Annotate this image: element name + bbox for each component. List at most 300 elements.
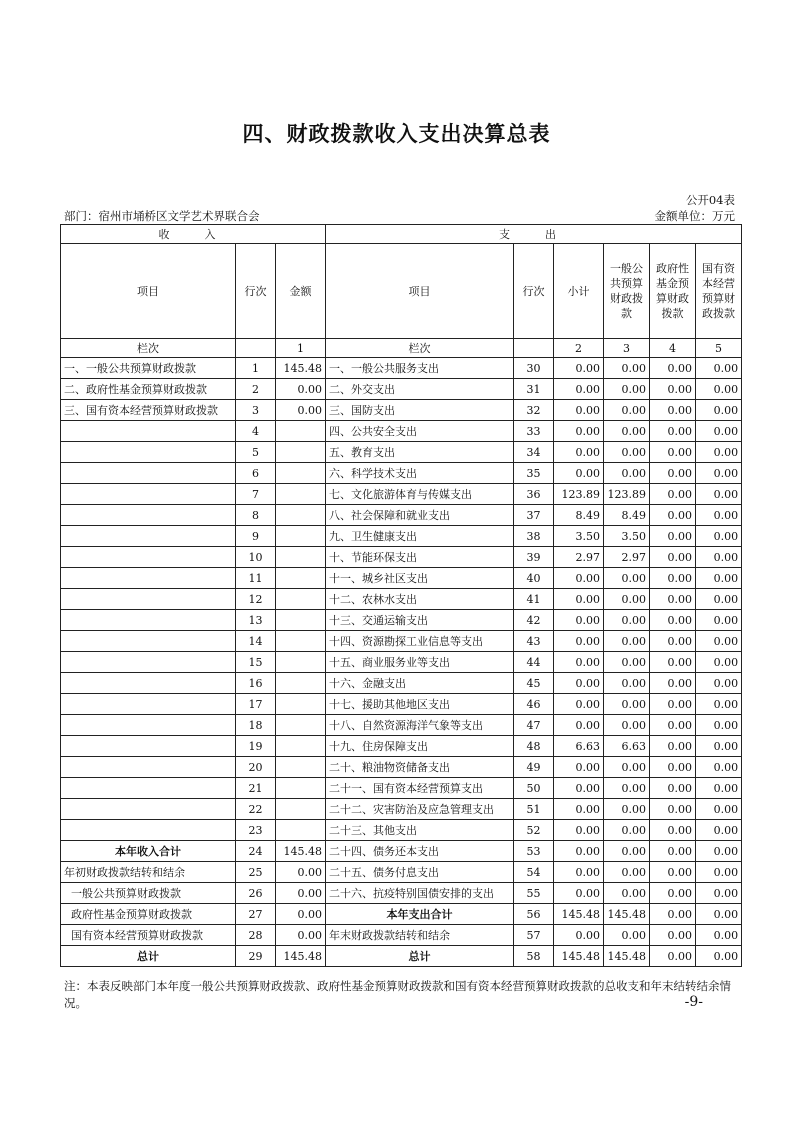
subtotal-cell: 0.00 bbox=[554, 610, 604, 631]
general-budget-cell: 0.00 bbox=[604, 841, 650, 862]
gov-fund-cell: 0.00 bbox=[650, 463, 696, 484]
income-row-cell: 14 bbox=[236, 631, 276, 652]
general-budget-cell: 0.00 bbox=[604, 757, 650, 778]
general-budget-cell: 0.00 bbox=[604, 631, 650, 652]
income-row-cell: 19 bbox=[236, 736, 276, 757]
general-budget-cell: 0.00 bbox=[604, 589, 650, 610]
subtotal-cell: 0.00 bbox=[554, 421, 604, 442]
expense-item-cell: 二、外交支出 bbox=[326, 379, 514, 400]
gov-fund-cell: 0.00 bbox=[650, 925, 696, 946]
gov-fund-cell: 0.00 bbox=[650, 358, 696, 379]
income-item-cell bbox=[61, 757, 236, 778]
state-capital-cell: 0.00 bbox=[696, 799, 742, 820]
expense-row-cell: 51 bbox=[514, 799, 554, 820]
gov-fund-cell: 0.00 bbox=[650, 526, 696, 547]
income-amount-cell bbox=[276, 736, 326, 757]
income-row-cell: 2 bbox=[236, 379, 276, 400]
income-amount-cell bbox=[276, 820, 326, 841]
expense-section-header: 支 出 bbox=[326, 225, 742, 244]
gov-fund-cell: 0.00 bbox=[650, 631, 696, 652]
income-row-cell: 6 bbox=[236, 463, 276, 484]
state-capital-cell: 0.00 bbox=[696, 841, 742, 862]
state-capital-cell: 0.00 bbox=[696, 610, 742, 631]
gov-fund-cell: 0.00 bbox=[650, 421, 696, 442]
income-row-cell: 26 bbox=[236, 883, 276, 904]
income-row-cell: 5 bbox=[236, 442, 276, 463]
state-capital-cell: 0.00 bbox=[696, 736, 742, 757]
expense-row-cell: 42 bbox=[514, 610, 554, 631]
income-item-cell bbox=[61, 547, 236, 568]
state-capital-cell: 0.00 bbox=[696, 820, 742, 841]
expense-row-cell: 54 bbox=[514, 862, 554, 883]
expense-row-cell: 56 bbox=[514, 904, 554, 925]
income-item-cell bbox=[61, 526, 236, 547]
table-row bbox=[61, 862, 742, 883]
gov-fund-cell: 0.00 bbox=[650, 484, 696, 505]
state-capital-cell: 0.00 bbox=[696, 589, 742, 610]
expense-item-cell: 总计 bbox=[326, 946, 514, 967]
income-amount-cell bbox=[276, 778, 326, 799]
income-row-cell: 29 bbox=[236, 946, 276, 967]
header-expense-item: 项目 bbox=[326, 244, 514, 339]
expense-item-cell: 九、卫生健康支出 bbox=[326, 526, 514, 547]
table-row bbox=[61, 694, 742, 715]
header-state-capital: 国有资本经营预算财政拨款 bbox=[696, 244, 742, 339]
subtotal-cell: 0.00 bbox=[554, 883, 604, 904]
table-row bbox=[61, 547, 742, 568]
table-row bbox=[61, 526, 742, 547]
subtotal-cell: 6.63 bbox=[554, 736, 604, 757]
expense-item-cell: 二十、粮油物资储备支出 bbox=[326, 757, 514, 778]
general-budget-cell: 0.00 bbox=[604, 400, 650, 421]
general-budget-cell: 0.00 bbox=[604, 799, 650, 820]
gov-fund-cell: 0.00 bbox=[650, 694, 696, 715]
expense-row-cell: 41 bbox=[514, 589, 554, 610]
income-item-cell bbox=[61, 778, 236, 799]
unit-label: 金额单位：万元 bbox=[654, 209, 735, 223]
expense-row-cell: 57 bbox=[514, 925, 554, 946]
subtotal-cell: 145.48 bbox=[554, 904, 604, 925]
income-item-cell: 二、政府性基金预算财政拨款 bbox=[61, 379, 236, 400]
expense-item-cell: 本年支出合计 bbox=[326, 904, 514, 925]
subtotal-cell: 123.89 bbox=[554, 484, 604, 505]
table-row bbox=[61, 463, 742, 484]
income-item-cell bbox=[61, 421, 236, 442]
subtotal-cell: 0.00 bbox=[554, 778, 604, 799]
expense-row-cell: 48 bbox=[514, 736, 554, 757]
table-row bbox=[61, 358, 742, 379]
gov-fund-cell: 0.00 bbox=[650, 505, 696, 526]
expense-row-cell: 50 bbox=[514, 778, 554, 799]
table-row bbox=[61, 715, 742, 736]
subtotal-cell: 0.00 bbox=[554, 463, 604, 484]
general-budget-cell: 0.00 bbox=[604, 925, 650, 946]
expense-row-cell: 49 bbox=[514, 757, 554, 778]
general-budget-cell: 0.00 bbox=[604, 358, 650, 379]
general-budget-cell: 0.00 bbox=[604, 673, 650, 694]
state-capital-cell: 0.00 bbox=[696, 925, 742, 946]
expense-row-cell: 36 bbox=[514, 484, 554, 505]
income-item-cell bbox=[61, 799, 236, 820]
subtotal-cell: 0.00 bbox=[554, 715, 604, 736]
income-amount-cell bbox=[276, 484, 326, 505]
table-row bbox=[61, 631, 742, 652]
column-number-row bbox=[61, 339, 742, 358]
gov-fund-cell: 0.00 bbox=[650, 652, 696, 673]
income-item-cell bbox=[61, 463, 236, 484]
subtotal-cell: 0.00 bbox=[554, 379, 604, 400]
income-row-cell: 28 bbox=[236, 925, 276, 946]
subtotal-cell: 0.00 bbox=[554, 820, 604, 841]
general-budget-cell: 0.00 bbox=[604, 883, 650, 904]
colnum-income-row-empty bbox=[236, 339, 276, 358]
header-income-amount: 金额 bbox=[276, 244, 326, 339]
income-item-cell: 总计 bbox=[61, 946, 236, 967]
page-number: -9- bbox=[684, 994, 703, 1010]
income-item-cell bbox=[61, 589, 236, 610]
colnum-general: 3 bbox=[604, 339, 650, 358]
gov-fund-cell: 0.00 bbox=[650, 820, 696, 841]
expense-row-cell: 53 bbox=[514, 841, 554, 862]
income-amount-cell bbox=[276, 568, 326, 589]
gov-fund-cell: 0.00 bbox=[650, 778, 696, 799]
state-capital-cell: 0.00 bbox=[696, 946, 742, 967]
table-row bbox=[61, 610, 742, 631]
income-item-cell bbox=[61, 715, 236, 736]
income-item-cell: 本年收入合计 bbox=[61, 841, 236, 862]
state-capital-cell: 0.00 bbox=[696, 715, 742, 736]
expense-row-cell: 43 bbox=[514, 631, 554, 652]
expense-item-cell: 二十二、灾害防治及应急管理支出 bbox=[326, 799, 514, 820]
expense-item-cell: 年末财政拨款结转和结余 bbox=[326, 925, 514, 946]
footnote: 注：本表反映部门本年度一般公共预算财政拨款、政府性基金预算财政拨款和国有资本经营预算财政拨款的总收支和年末结转结余情况。 bbox=[64, 979, 731, 1010]
table-row bbox=[61, 946, 742, 967]
expense-item-cell: 一、一般公共服务支出 bbox=[326, 358, 514, 379]
expense-row-cell: 37 bbox=[514, 505, 554, 526]
colnum-subtotal: 2 bbox=[554, 339, 604, 358]
income-item-cell: 三、国有资本经营预算财政拨款 bbox=[61, 400, 236, 421]
gov-fund-cell: 0.00 bbox=[650, 673, 696, 694]
state-capital-cell: 0.00 bbox=[696, 631, 742, 652]
income-row-cell: 3 bbox=[236, 400, 276, 421]
state-capital-cell: 0.00 bbox=[696, 862, 742, 883]
expense-item-cell: 十三、交通运输支出 bbox=[326, 610, 514, 631]
state-capital-cell: 0.00 bbox=[696, 694, 742, 715]
general-budget-cell: 8.49 bbox=[604, 505, 650, 526]
income-item-cell bbox=[61, 505, 236, 526]
income-item-cell bbox=[61, 820, 236, 841]
subtotal-cell: 0.00 bbox=[554, 862, 604, 883]
income-row-cell: 12 bbox=[236, 589, 276, 610]
column-header-row bbox=[61, 244, 742, 339]
subtotal-cell: 3.50 bbox=[554, 526, 604, 547]
expense-item-cell: 二十五、债务付息支出 bbox=[326, 862, 514, 883]
table-row bbox=[61, 442, 742, 463]
table-row bbox=[61, 925, 742, 946]
state-capital-cell: 0.00 bbox=[696, 463, 742, 484]
header-expense-row: 行次 bbox=[514, 244, 554, 339]
income-amount-cell: 0.00 bbox=[276, 379, 326, 400]
income-row-cell: 10 bbox=[236, 547, 276, 568]
income-item-cell: 年初财政拨款结转和结余 bbox=[61, 862, 236, 883]
general-budget-cell: 3.50 bbox=[604, 526, 650, 547]
table-row bbox=[61, 589, 742, 610]
subtotal-cell: 0.00 bbox=[554, 568, 604, 589]
income-amount-cell: 0.00 bbox=[276, 904, 326, 925]
income-amount-cell: 0.00 bbox=[276, 883, 326, 904]
income-amount-cell: 0.00 bbox=[276, 400, 326, 421]
general-budget-cell: 145.48 bbox=[604, 904, 650, 925]
expense-row-cell: 39 bbox=[514, 547, 554, 568]
general-budget-cell: 0.00 bbox=[604, 610, 650, 631]
income-section-header: 收 入 bbox=[61, 225, 326, 244]
income-item-cell bbox=[61, 694, 236, 715]
subtotal-cell: 0.00 bbox=[554, 631, 604, 652]
subtotal-cell: 0.00 bbox=[554, 757, 604, 778]
income-item-cell bbox=[61, 442, 236, 463]
expense-row-cell: 58 bbox=[514, 946, 554, 967]
expense-row-cell: 55 bbox=[514, 883, 554, 904]
gov-fund-cell: 0.00 bbox=[650, 862, 696, 883]
header-income-row: 行次 bbox=[236, 244, 276, 339]
gov-fund-cell: 0.00 bbox=[650, 799, 696, 820]
income-amount-cell bbox=[276, 442, 326, 463]
table-row bbox=[61, 904, 742, 925]
expense-item-cell: 十七、援助其他地区支出 bbox=[326, 694, 514, 715]
income-row-cell: 15 bbox=[236, 652, 276, 673]
general-budget-cell: 0.00 bbox=[604, 568, 650, 589]
expense-item-cell: 十四、资源勘探工业信息等支出 bbox=[326, 631, 514, 652]
income-amount-cell bbox=[276, 463, 326, 484]
expense-row-cell: 31 bbox=[514, 379, 554, 400]
income-row-cell: 11 bbox=[236, 568, 276, 589]
general-budget-cell: 0.00 bbox=[604, 820, 650, 841]
income-row-cell: 21 bbox=[236, 778, 276, 799]
state-capital-cell: 0.00 bbox=[696, 757, 742, 778]
income-amount-cell bbox=[276, 547, 326, 568]
gov-fund-cell: 0.00 bbox=[650, 610, 696, 631]
header-gov-fund: 政府性基金预算财政拨款 bbox=[650, 244, 696, 339]
state-capital-cell: 0.00 bbox=[696, 652, 742, 673]
gov-fund-cell: 0.00 bbox=[650, 757, 696, 778]
gov-fund-cell: 0.00 bbox=[650, 442, 696, 463]
table-row bbox=[61, 568, 742, 589]
expense-row-cell: 35 bbox=[514, 463, 554, 484]
gov-fund-cell: 0.00 bbox=[650, 715, 696, 736]
general-budget-cell: 0.00 bbox=[604, 463, 650, 484]
expense-item-cell: 二十六、抗疫特别国债安排的支出 bbox=[326, 883, 514, 904]
income-item-cell bbox=[61, 568, 236, 589]
expense-row-cell: 47 bbox=[514, 715, 554, 736]
table-row bbox=[61, 757, 742, 778]
income-amount-cell bbox=[276, 421, 326, 442]
table-row bbox=[61, 379, 742, 400]
table-row bbox=[61, 799, 742, 820]
state-capital-cell: 0.00 bbox=[696, 547, 742, 568]
expense-row-cell: 32 bbox=[514, 400, 554, 421]
income-amount-cell bbox=[276, 610, 326, 631]
expense-row-cell: 52 bbox=[514, 820, 554, 841]
income-amount-cell bbox=[276, 589, 326, 610]
header-income-item: 项目 bbox=[61, 244, 236, 339]
expense-item-cell: 四、公共安全支出 bbox=[326, 421, 514, 442]
income-amount-cell bbox=[276, 694, 326, 715]
subtotal-cell: 145.48 bbox=[554, 946, 604, 967]
state-capital-cell: 0.00 bbox=[696, 778, 742, 799]
state-capital-cell: 0.00 bbox=[696, 400, 742, 421]
subtotal-cell: 0.00 bbox=[554, 652, 604, 673]
colnum-income-amount: 1 bbox=[276, 339, 326, 358]
table-row bbox=[61, 652, 742, 673]
income-row-cell: 23 bbox=[236, 820, 276, 841]
subtotal-cell: 0.00 bbox=[554, 358, 604, 379]
subtotal-cell: 0.00 bbox=[554, 400, 604, 421]
colnum-gov: 4 bbox=[650, 339, 696, 358]
expense-item-cell: 十九、住房保障支出 bbox=[326, 736, 514, 757]
state-capital-cell: 0.00 bbox=[696, 568, 742, 589]
income-amount-cell bbox=[276, 505, 326, 526]
income-row-cell: 1 bbox=[236, 358, 276, 379]
income-row-cell: 27 bbox=[236, 904, 276, 925]
expense-item-cell: 七、文化旅游体育与传媒支出 bbox=[326, 484, 514, 505]
gov-fund-cell: 0.00 bbox=[650, 568, 696, 589]
income-item-cell: 一般公共预算财政拨款 bbox=[61, 883, 236, 904]
expense-row-cell: 33 bbox=[514, 421, 554, 442]
expense-item-cell: 十一、城乡社区支出 bbox=[326, 568, 514, 589]
budget-summary-table bbox=[60, 224, 742, 967]
gov-fund-cell: 0.00 bbox=[650, 379, 696, 400]
state-capital-cell: 0.00 bbox=[696, 358, 742, 379]
table-row bbox=[61, 505, 742, 526]
table-row bbox=[61, 673, 742, 694]
state-capital-cell: 0.00 bbox=[696, 673, 742, 694]
expense-item-cell: 十、节能环保支出 bbox=[326, 547, 514, 568]
state-capital-cell: 0.00 bbox=[696, 904, 742, 925]
income-row-cell: 13 bbox=[236, 610, 276, 631]
gov-fund-cell: 0.00 bbox=[650, 736, 696, 757]
colnum-state: 5 bbox=[696, 339, 742, 358]
expense-row-cell: 34 bbox=[514, 442, 554, 463]
subtotal-cell: 8.49 bbox=[554, 505, 604, 526]
expense-row-cell: 30 bbox=[514, 358, 554, 379]
expense-item-cell: 十五、商业服务业等支出 bbox=[326, 652, 514, 673]
table-row bbox=[61, 778, 742, 799]
expense-item-cell: 十八、自然资源海洋气象等支出 bbox=[326, 715, 514, 736]
income-row-cell: 25 bbox=[236, 862, 276, 883]
gov-fund-cell: 0.00 bbox=[650, 946, 696, 967]
expense-row-cell: 38 bbox=[514, 526, 554, 547]
income-item-cell bbox=[61, 673, 236, 694]
income-row-cell: 8 bbox=[236, 505, 276, 526]
income-amount-cell bbox=[276, 799, 326, 820]
gov-fund-cell: 0.00 bbox=[650, 547, 696, 568]
header-subtotal: 小计 bbox=[554, 244, 604, 339]
income-item-cell bbox=[61, 631, 236, 652]
state-capital-cell: 0.00 bbox=[696, 421, 742, 442]
income-amount-cell: 145.48 bbox=[276, 841, 326, 862]
subtotal-cell: 0.00 bbox=[554, 799, 604, 820]
income-row-cell: 24 bbox=[236, 841, 276, 862]
general-budget-cell: 0.00 bbox=[604, 421, 650, 442]
general-budget-cell: 0.00 bbox=[604, 379, 650, 400]
state-capital-cell: 0.00 bbox=[696, 505, 742, 526]
table-row bbox=[61, 883, 742, 904]
income-item-cell: 政府性基金预算财政拨款 bbox=[61, 904, 236, 925]
section-header-row bbox=[61, 225, 742, 244]
income-amount-cell bbox=[276, 652, 326, 673]
general-budget-cell: 0.00 bbox=[604, 778, 650, 799]
table-row bbox=[61, 820, 742, 841]
general-budget-cell: 0.00 bbox=[604, 442, 650, 463]
expense-item-cell: 二十三、其他支出 bbox=[326, 820, 514, 841]
expense-item-cell: 十六、金融支出 bbox=[326, 673, 514, 694]
gov-fund-cell: 0.00 bbox=[650, 400, 696, 421]
gov-fund-cell: 0.00 bbox=[650, 589, 696, 610]
table-row bbox=[61, 400, 742, 421]
general-budget-cell: 0.00 bbox=[604, 694, 650, 715]
table-row bbox=[61, 421, 742, 442]
income-amount-cell: 0.00 bbox=[276, 862, 326, 883]
department-label: 部门：宿州市埇桥区文学艺术界联合会 bbox=[64, 209, 260, 223]
table-row bbox=[61, 484, 742, 505]
income-amount-cell bbox=[276, 526, 326, 547]
gov-fund-cell: 0.00 bbox=[650, 883, 696, 904]
income-row-cell: 20 bbox=[236, 757, 276, 778]
subtotal-cell: 2.97 bbox=[554, 547, 604, 568]
general-budget-cell: 0.00 bbox=[604, 715, 650, 736]
income-row-cell: 4 bbox=[236, 421, 276, 442]
expense-row-cell: 44 bbox=[514, 652, 554, 673]
state-capital-cell: 0.00 bbox=[696, 379, 742, 400]
subtotal-cell: 0.00 bbox=[554, 589, 604, 610]
gov-fund-cell: 0.00 bbox=[650, 841, 696, 862]
general-budget-cell: 123.89 bbox=[604, 484, 650, 505]
general-budget-cell: 2.97 bbox=[604, 547, 650, 568]
form-code: 公开04表 bbox=[685, 193, 735, 207]
expense-item-cell: 五、教育支出 bbox=[326, 442, 514, 463]
header-general-budget: 一般公共预算财政拨款 bbox=[604, 244, 650, 339]
state-capital-cell: 0.00 bbox=[696, 883, 742, 904]
colnum-expense-label: 栏次 bbox=[326, 339, 514, 358]
income-amount-cell: 0.00 bbox=[276, 925, 326, 946]
table-row bbox=[61, 736, 742, 757]
gov-fund-cell: 0.00 bbox=[650, 904, 696, 925]
income-row-cell: 22 bbox=[236, 799, 276, 820]
income-amount-cell bbox=[276, 715, 326, 736]
subtotal-cell: 0.00 bbox=[554, 694, 604, 715]
income-item-cell bbox=[61, 736, 236, 757]
income-amount-cell: 145.48 bbox=[276, 946, 326, 967]
general-budget-cell: 0.00 bbox=[604, 652, 650, 673]
income-row-cell: 7 bbox=[236, 484, 276, 505]
subtotal-cell: 0.00 bbox=[554, 442, 604, 463]
income-item-cell: 一、一般公共预算财政拨款 bbox=[61, 358, 236, 379]
income-row-cell: 17 bbox=[236, 694, 276, 715]
subtotal-cell: 0.00 bbox=[554, 673, 604, 694]
income-item-cell bbox=[61, 610, 236, 631]
expense-item-cell: 二十一、国有资本经营预算支出 bbox=[326, 778, 514, 799]
expense-row-cell: 46 bbox=[514, 694, 554, 715]
income-amount-cell bbox=[276, 673, 326, 694]
state-capital-cell: 0.00 bbox=[696, 526, 742, 547]
expense-item-cell: 二十四、债务还本支出 bbox=[326, 841, 514, 862]
income-amount-cell: 145.48 bbox=[276, 358, 326, 379]
expense-row-cell: 40 bbox=[514, 568, 554, 589]
subtotal-cell: 0.00 bbox=[554, 841, 604, 862]
state-capital-cell: 0.00 bbox=[696, 442, 742, 463]
state-capital-cell: 0.00 bbox=[696, 484, 742, 505]
table-row bbox=[61, 841, 742, 862]
